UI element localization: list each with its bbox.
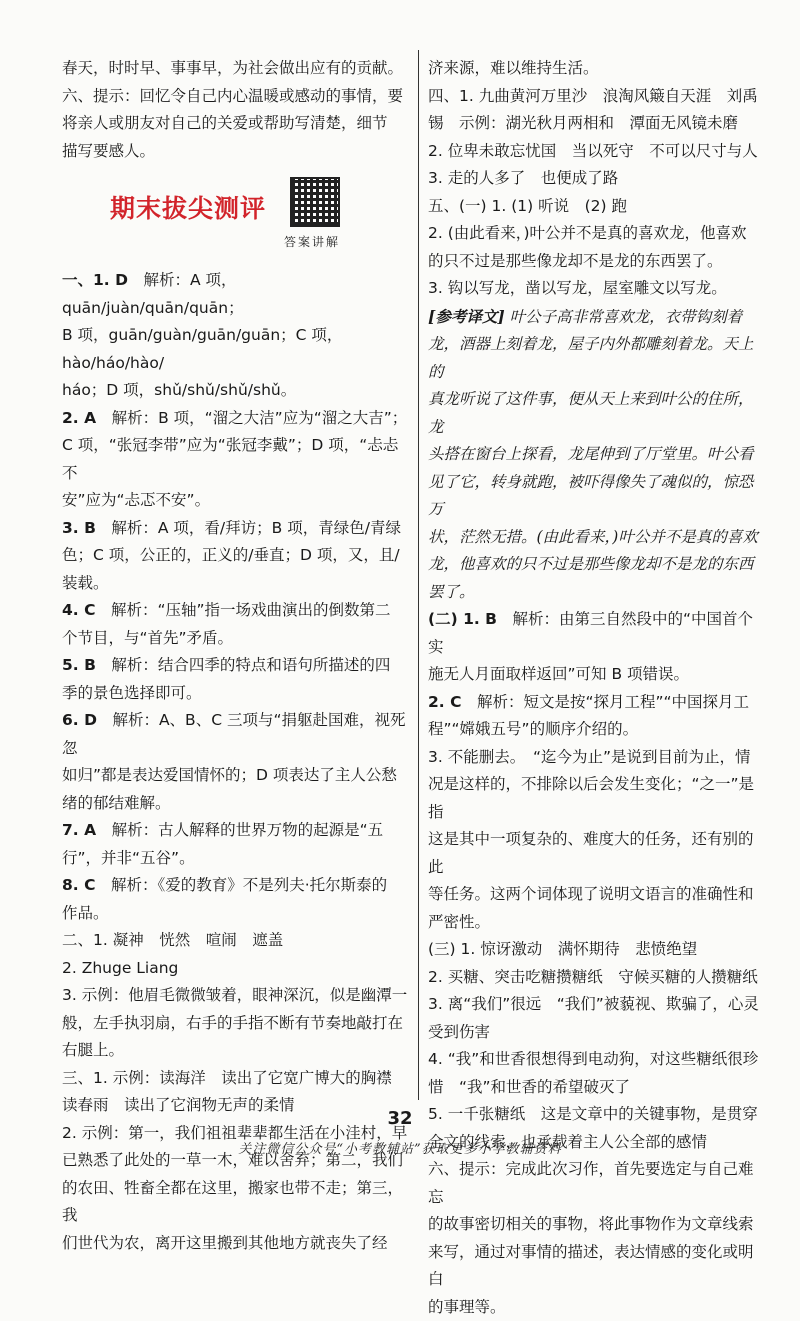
text-line: 况是这样的，不排除以后会发生变化；“之一”是指 xyxy=(428,771,768,826)
answer-line xyxy=(62,817,410,845)
text-line: 惜 “我”和世香的希望破灭了 xyxy=(428,1074,768,1102)
left-column xyxy=(62,55,410,1257)
text-line: 2. (由此看来，)叶公并不是真的喜欢龙，他喜欢 xyxy=(428,220,768,248)
text-line: 右腿上。 xyxy=(62,1037,410,1065)
text-line: 们世代为农，离开这里搬到其他地方就丧失了经 xyxy=(62,1230,410,1258)
explanation: 解析：A、B、C 三项与“捐躯赴国难，视死忽 xyxy=(62,711,405,757)
answer-key: 7. A xyxy=(62,821,96,839)
translation-line: 龙，酒器上刻着龙，屋子内外都雕刻着龙。天上的 xyxy=(428,331,768,386)
text-line: 四、1. 九曲黄河万里沙 浪淘风簸自天涯 刘禹 xyxy=(428,83,768,111)
text-line: 已熟悉了此处的一草一木，难以舍弃；第二，我们 xyxy=(62,1147,410,1175)
text-line: 2. Zhuge Liang xyxy=(62,955,410,983)
answer-key: 5. B xyxy=(62,656,96,674)
text-line: 3. 离“我们”很远 “我们”被藐视、欺骗了，心灵 xyxy=(428,991,768,1019)
text-line: 锡 示例：湖光秋月两相和 潭面无风镜未磨 xyxy=(428,110,768,138)
text-line: 般，左手执羽扇，右手的手指不断有节奏地敲打在 xyxy=(62,1010,410,1038)
translation-line: 状，茫然无措。(由此看来，)叶公并不是真的喜欢 xyxy=(428,524,768,552)
answer-key: 4. C xyxy=(62,601,95,619)
text-line: 的事理等。 xyxy=(428,1294,768,1321)
footer-note: 关注微信公众号“小考教辅站”获取更多小学教辅资料 xyxy=(0,1138,800,1157)
text-line: 的故事密切相关的事物，将此事物作为文章线索 xyxy=(428,1211,768,1239)
answer-key: 一、1. D xyxy=(62,271,128,289)
text-line: 5. 一千张糖纸 这是文章中的关键事物，是贯穿 xyxy=(428,1101,768,1129)
text-line: 这是其中一项复杂的、难度大的任务，还有别的此 xyxy=(428,826,768,881)
text-line: C 项，“张冠李带”应为“张冠李戴”；D 项，“忐忐不 xyxy=(62,432,410,487)
translation-line: 头搭在窗台上探看，龙尾伸到了厅堂里。叶公看 xyxy=(428,441,768,469)
text-line: 绪的郁结难解。 xyxy=(62,790,410,818)
text-line: 作品。 xyxy=(62,900,410,928)
answer-line xyxy=(62,267,410,322)
explanation: 解析：B 项，“溜之大洁”应为“溜之大吉”； xyxy=(112,409,408,427)
answer-key: 3. B xyxy=(62,519,96,537)
explanation: 解析：A 项，看/拜访；B 项，青绿色/青绿 xyxy=(111,519,401,537)
explanation: 解析：结合四季的特点和语句所描述的四 xyxy=(111,656,390,674)
answer-line xyxy=(62,872,410,900)
text-line: háo；D 项，shǔ/shǔ/shǔ/shǔ。 xyxy=(62,377,410,405)
text-line: 施无人月面取样返回”可知 B 项错误。 xyxy=(428,661,768,689)
text-line: 行”，并非“五谷”。 xyxy=(62,845,410,873)
text-line: 六、提示：回忆令自己内心温暖或感动的事情，要 xyxy=(62,83,410,111)
text-line: 的农田、牲畜全都在这里，搬家也带不走；第三，我 xyxy=(62,1175,410,1230)
explanation: 解析：A 项，quān/juàn/quān/quān； xyxy=(62,271,244,317)
translation-tag: [参考译文] xyxy=(428,307,505,326)
answer-key: 2. A xyxy=(62,409,96,427)
text-line: 的只不过是那些像龙却不是龙的东西罢了。 xyxy=(428,248,768,276)
answer-line xyxy=(62,405,410,433)
text-line: 五、(一) 1. (1) 听说 (2) 跑 xyxy=(428,193,768,221)
text-line: 济来源，难以维持生活。 xyxy=(428,55,768,83)
text-line: 读春雨 读出了它润物无声的柔情 xyxy=(62,1092,410,1120)
text-line: 3. 不能删去。 “迄今为止”是说到目前为止，情 xyxy=(428,744,768,772)
answer-line xyxy=(62,597,410,625)
text-line: 装载。 xyxy=(62,570,410,598)
text-line: 4. “我”和世香很想得到电动狗，对这些糖纸很珍 xyxy=(428,1046,768,1074)
page-number: 32 xyxy=(0,1108,800,1129)
text-line: (三) 1. 惊讶激动 满怀期待 悲愤绝望 xyxy=(428,936,768,964)
text-line: 个节目，与“首先”矛盾。 xyxy=(62,625,410,653)
translation-line: 龙，他喜欢的只不过是那些像龙却不是龙的东西 xyxy=(428,551,768,579)
answer-line xyxy=(62,707,410,762)
column-divider xyxy=(418,50,419,1100)
explanation: 解析：“压轴”指一场戏曲演出的倒数第二 xyxy=(111,601,391,619)
text-line: 2. 位卑未敢忘忧国 当以死守 不可以尺寸与人 xyxy=(428,138,768,166)
answer-key: 8. C xyxy=(62,876,95,894)
qr-label: 答案讲解 xyxy=(284,229,340,257)
answer-key: 2. C xyxy=(428,693,461,711)
text-line: 2. 买糖、突击吃糖攒糖纸 守候买糖的人攒糖纸 xyxy=(428,964,768,992)
answer-key: (二) 1. B xyxy=(428,610,497,628)
explanation: 解析：短文是按“探月工程”“中国探月工 xyxy=(477,693,749,711)
section-header xyxy=(62,169,410,265)
qr-code-icon[interactable] xyxy=(290,177,340,227)
text-line: 六、提示：完成此次习作，首先要选定与自己难忘 xyxy=(428,1156,768,1211)
text-line: 严密性。 xyxy=(428,909,768,937)
translation-line: 真龙听说了这件事，便从天上来到叶公的住所，龙 xyxy=(428,386,768,441)
answer-line xyxy=(428,606,768,661)
text-line: 3. 钩以写龙，凿以写龙，屋室雕文以写龙。 xyxy=(428,275,768,303)
text-line: 季的景色选择即可。 xyxy=(62,680,410,708)
translation-line: 罢了。 xyxy=(428,579,768,607)
text-line: 等任务。这两个词体现了说明文语言的准确性和 xyxy=(428,881,768,909)
text-line: 三、1. 示例：读海洋 读出了它宽广博大的胸襟 xyxy=(62,1065,410,1093)
text-line: 来写，通过对事情的描述，表达情感的变化或明白 xyxy=(428,1239,768,1294)
text-line: 描写要感人。 xyxy=(62,138,410,166)
text-line: 受到伤害 xyxy=(428,1019,768,1047)
answer-key: 6. D xyxy=(62,711,97,729)
translation-line: 见了它，转身就跑，被吓得像失了魂似的，惊恐万 xyxy=(428,469,768,524)
text-line: B 项，guān/guàn/guān/guān；C 项，hào/háo/hào/ xyxy=(62,322,410,377)
text-line: 安”应为“忐忑不安”。 xyxy=(62,487,410,515)
explanation: 解析：《爱的教育》不是列夫·托尔斯泰的 xyxy=(111,876,387,894)
text-line: 二、1. 凝神 恍然 喧闹 遮盖 xyxy=(62,927,410,955)
text-line: 如归”都是表达爱国情怀的；D 项表达了主人公愁 xyxy=(62,762,410,790)
text-line: 程”“嫦娥五号”的顺序介绍的。 xyxy=(428,716,768,744)
text-line: 3. 走的人多了 也便成了路 xyxy=(428,165,768,193)
text-line: 春天，时时早、事事早，为社会做出应有的贡献。 xyxy=(62,55,410,83)
text-line: 全文的线索，也承载着主人公全部的感情 xyxy=(428,1129,768,1157)
right-column xyxy=(428,55,768,1321)
text-line: 2. 示例：第一，我们祖祖辈辈都生活在小洼村，早 xyxy=(62,1120,410,1148)
translation-line xyxy=(428,303,768,332)
explanation: 解析：由第三自然段中的“中国首个实 xyxy=(428,610,753,656)
answer-line xyxy=(62,515,410,543)
section-title: 期末拔尖测评 xyxy=(110,195,266,223)
answer-line xyxy=(62,652,410,680)
explanation: 解析：古人解释的世界万物的起源是“五 xyxy=(112,821,384,839)
text-line: 色；C 项，公正的，正义的/垂直；D 项，又，且/ xyxy=(62,542,410,570)
text-line: 3. 示例：他眉毛微微皱着，眼神深沉，似是幽潭一 xyxy=(62,982,410,1010)
translation-text: 叶公子高非常喜欢龙，衣带钩刻着 xyxy=(510,308,743,326)
answer-line xyxy=(428,689,768,717)
text-line: 将亲人或朋友对自己的关爱或帮助写清楚，细节 xyxy=(62,110,410,138)
